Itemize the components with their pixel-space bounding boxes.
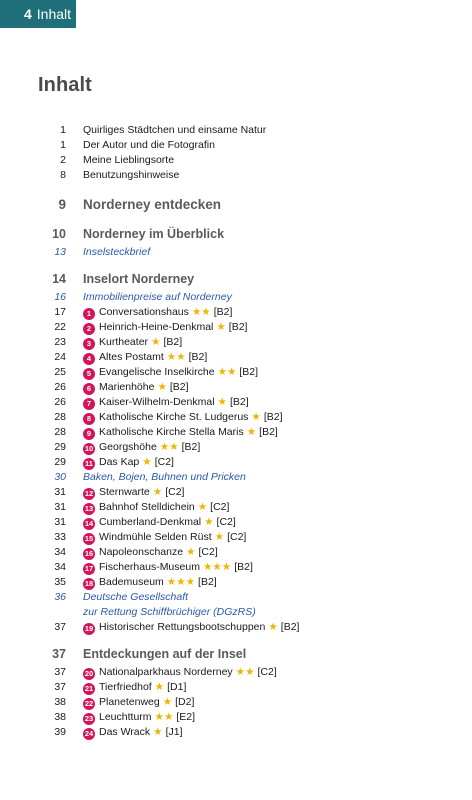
rating-stars-icon: ★ (268, 621, 278, 633)
toc-entry-text (83, 620, 299, 635)
toc-page-number: 28 (54, 411, 66, 423)
toc-title: Nationalparkhaus Norderney (99, 666, 233, 678)
rating-stars-icon: ★ (217, 396, 227, 408)
running-head: Inhalt (36, 6, 72, 22)
toc-entry[interactable] (0, 305, 472, 320)
toc-entry-text (83, 710, 195, 725)
toc-title: Bahnhof Stelldichein (99, 501, 195, 513)
toc-entry-text (83, 440, 200, 455)
sight-number-badge: 14 (84, 519, 94, 528)
rating-stars-icon: ★ (142, 456, 152, 468)
toc-page-number: 38 (54, 696, 66, 708)
sight-number-badge: 10 (84, 444, 94, 453)
toc-entry[interactable] (0, 590, 472, 605)
toc-entry-text (83, 410, 283, 425)
toc-page-number: 1 (60, 124, 66, 136)
toc-page-number: 22 (54, 321, 66, 333)
toc-entry[interactable] (0, 620, 472, 635)
toc-entry-text (83, 455, 174, 470)
toc-title: Benutzungshinweise (83, 169, 180, 181)
toc-entry[interactable] (0, 710, 472, 725)
sight-number-badge: 20 (84, 669, 94, 678)
toc-title: Das Kap (99, 456, 140, 468)
sight-number-badge: 2 (83, 323, 95, 335)
sight-number-badge: 1 (83, 308, 95, 320)
map-grid-ref: [C2] (227, 531, 247, 543)
sight-number-badge: 4 (83, 353, 95, 365)
map-grid-ref: [B2] (239, 366, 259, 378)
toc-entry-text (83, 425, 278, 440)
toc-page-number: 1 (60, 139, 66, 151)
rating-stars-icon: ★ (162, 696, 173, 708)
map-grid-ref: [J1] (165, 726, 183, 738)
toc-entry-text (83, 485, 184, 500)
toc-entry[interactable] (0, 455, 472, 470)
toc-entry[interactable] (0, 335, 472, 350)
rating-stars-icon: ★ (214, 531, 225, 543)
toc-entry[interactable] (0, 395, 472, 410)
toc-entry[interactable] (0, 290, 472, 305)
toc-page-number: 39 (54, 726, 66, 738)
rating-stars-icon: ★ (154, 681, 165, 693)
toc-entry[interactable] (0, 153, 472, 168)
page-title: Inhalt (38, 74, 92, 96)
toc-page-number: 14 (52, 272, 66, 286)
toc-title: Leuchtturm (99, 711, 152, 723)
sight-number-badge: 16 (84, 549, 94, 558)
rating-stars-icon: ★★ (191, 306, 211, 318)
toc-entry-text (83, 272, 194, 287)
toc-entry-text (83, 470, 246, 485)
toc-entry[interactable] (0, 365, 472, 380)
toc-page-number: 37 (54, 621, 66, 633)
toc-entry[interactable] (0, 647, 472, 665)
sight-number-badge: 21 (84, 684, 94, 693)
toc-entry[interactable] (0, 123, 472, 138)
map-grid-ref: [C2] (165, 486, 185, 498)
toc-title: Norderney entdecken (83, 197, 222, 212)
toc-entry-text (83, 153, 174, 168)
toc-page-number: 31 (54, 486, 66, 498)
toc-entry-text (83, 168, 179, 183)
toc-entry-text (83, 365, 258, 380)
sight-number-badge: 11 (83, 458, 95, 470)
toc-entry[interactable] (0, 605, 472, 620)
toc-entry-text (83, 515, 236, 530)
map-grid-ref: [B2] (263, 411, 283, 423)
page-number: 4 (24, 6, 32, 22)
toc-page-number: 34 (54, 561, 66, 573)
toc-title: Quirliges Städtchen und einsame Natur (83, 124, 267, 136)
map-grid-ref: [E2] (176, 711, 196, 723)
toc-entry[interactable] (0, 470, 472, 485)
toc-entry-text (83, 590, 188, 605)
toc-entry[interactable] (0, 380, 472, 395)
map-grid-ref: [B2] (169, 381, 189, 393)
toc-title: Windmühle Selden Rüst (99, 531, 212, 543)
toc-page-number: 33 (54, 531, 66, 543)
toc-entry-text (83, 395, 249, 410)
toc-entry-text (83, 350, 207, 365)
sight-number-badge: 15 (84, 534, 94, 543)
toc-entry-text (83, 695, 194, 710)
toc-title: Entdeckungen auf der Insel (83, 647, 247, 661)
toc-title: Planetenweg (99, 696, 160, 708)
rating-stars-icon: ★ (157, 381, 167, 393)
toc-entry-text (83, 680, 186, 695)
toc-entry[interactable] (0, 410, 472, 425)
toc-entry[interactable] (0, 500, 472, 515)
map-grid-ref: [C2] (257, 666, 277, 678)
rating-stars-icon: ★ (216, 321, 226, 333)
rating-stars-icon: ★ (153, 726, 163, 738)
map-grid-ref: [C2] (210, 501, 230, 513)
toc-entry[interactable] (0, 665, 472, 680)
toc-entry-text (83, 380, 189, 395)
toc-page-number: 36 (54, 591, 66, 603)
toc-entry-text (83, 197, 221, 212)
toc-title: Das Wrack (99, 726, 151, 738)
toc-page-number: 37 (54, 666, 66, 678)
toc-entry-text (83, 665, 277, 680)
toc-title: Immobilienpreise auf Norderney (83, 291, 232, 303)
map-grid-ref: [C2] (198, 546, 218, 558)
toc-title: Tierfriedhof (99, 681, 152, 693)
toc-entry-text (83, 647, 246, 662)
toc-page-number: 26 (54, 396, 66, 408)
toc-page-number: 29 (54, 441, 66, 453)
toc-page-number: 13 (54, 246, 66, 258)
toc-title: Cumberland-Denkmal (99, 516, 202, 528)
toc-title: Kurtheater (99, 336, 149, 348)
toc-entry-text (83, 575, 217, 590)
toc-entry[interactable] (0, 545, 472, 560)
toc-title: Georgshöhe (99, 441, 157, 453)
toc-entry[interactable] (0, 485, 472, 500)
rating-stars-icon: ★ (152, 486, 163, 498)
toc-title: Der Autor und die Fotografin (83, 139, 215, 151)
sight-number-badge: 8 (83, 413, 95, 425)
toc-title: Norderney im Überblick (83, 227, 225, 241)
toc-entry[interactable] (0, 530, 472, 545)
map-grid-ref: [B2] (280, 621, 300, 633)
toc-page-number: 2 (60, 154, 66, 166)
sight-number-badge: 12 (84, 489, 94, 498)
toc-entry-text (83, 500, 229, 515)
toc-title: Conversationshaus (99, 306, 189, 318)
sight-number-badge: 9 (83, 428, 95, 440)
map-grid-ref: [B2] (198, 576, 217, 588)
toc-entry-text (83, 560, 253, 575)
rating-stars-icon: ★ (246, 426, 257, 438)
toc-entry[interactable] (0, 138, 472, 153)
toc-entry[interactable] (0, 245, 472, 260)
toc-entry-text (83, 227, 224, 242)
toc-entry[interactable] (0, 227, 472, 245)
map-grid-ref: [B2] (234, 561, 253, 573)
rating-stars-icon: ★ (197, 501, 208, 513)
toc-entry-text (83, 530, 246, 545)
sight-number-badge: 13 (84, 504, 94, 513)
toc-entry[interactable] (0, 575, 472, 590)
toc-entry[interactable] (0, 350, 472, 365)
sight-number-badge: 17 (84, 564, 94, 573)
toc-page-number: 34 (54, 546, 66, 558)
toc-title: Altes Postamt (99, 351, 164, 363)
toc-entry[interactable] (0, 272, 472, 290)
toc-page-number: 30 (54, 471, 66, 483)
toc-page-number: 9 (58, 197, 66, 212)
toc-entry[interactable] (0, 695, 472, 710)
toc-entry[interactable] (0, 168, 472, 183)
rating-stars-icon: ★ (204, 516, 214, 528)
map-grid-ref: [D1] (167, 681, 187, 693)
rating-stars-icon: ★ (151, 336, 161, 348)
toc-page-number: 16 (54, 291, 66, 303)
rating-stars-icon: ★★ (154, 711, 174, 723)
toc-page-number: 24 (54, 351, 66, 363)
toc-entry-text (83, 725, 183, 740)
map-grid-ref: [D2] (175, 696, 195, 708)
toc-title: Napoleonschanze (99, 546, 184, 558)
toc-entry-text (83, 320, 247, 335)
toc-page-number: 8 (60, 169, 66, 181)
toc-entry-text (83, 335, 182, 350)
toc-entry-text (83, 245, 150, 260)
rating-stars-icon: ★★ (166, 351, 186, 363)
map-grid-ref: [B2] (213, 306, 233, 318)
toc-title: Fischerhaus-Museum (99, 561, 200, 573)
toc-entry-text (83, 305, 232, 320)
toc-page-number: 37 (54, 681, 66, 693)
sight-number-badge: 7 (83, 398, 95, 410)
toc-entry-text (83, 290, 232, 305)
toc-title: Kaiser-Wilhelm-Denkmal (99, 396, 215, 408)
sight-number-badge: 5 (83, 368, 95, 380)
toc-entry[interactable] (0, 197, 472, 217)
toc-title: Deutsche Gesellschaft (83, 591, 189, 603)
toc-entry[interactable] (0, 425, 472, 440)
sight-number-badge: 19 (84, 624, 94, 633)
toc-entry-text (83, 123, 266, 138)
map-grid-ref: [B2] (188, 351, 208, 363)
toc-entry-text (83, 605, 256, 620)
toc-title: Evangelische Inselkirche (99, 366, 215, 378)
rating-stars-icon: ★★★ (166, 576, 196, 588)
map-grid-ref: [B2] (229, 396, 249, 408)
toc-page-number: 35 (54, 576, 66, 588)
toc-page-number: 26 (54, 381, 66, 393)
sight-number-badge: 24 (84, 729, 94, 738)
page-tab (0, 0, 76, 28)
toc-page-number: 38 (54, 711, 66, 723)
map-grid-ref: [C2] (216, 516, 236, 528)
rating-stars-icon: ★★ (159, 441, 179, 453)
sight-number-badge: 23 (84, 714, 94, 723)
toc-title: Inselsteckbrief (83, 246, 151, 258)
toc-page-number: 28 (54, 426, 66, 438)
toc-entry[interactable] (0, 725, 472, 740)
toc-page-number: 37 (52, 647, 66, 661)
toc-title: Meine Lieblingsorte (83, 154, 175, 166)
map-grid-ref: [B2] (163, 336, 183, 348)
toc-title: Marienhöhe (99, 381, 155, 393)
toc-page-number: 31 (54, 516, 66, 528)
rating-stars-icon: ★★ (217, 366, 237, 378)
toc-entry[interactable] (0, 680, 472, 695)
toc-page-number: 25 (54, 366, 66, 378)
toc-entry[interactable] (0, 560, 472, 575)
toc-title: zur Rettung Schiffbrüchiger (DGzRS) (83, 606, 256, 618)
toc-entry[interactable] (0, 320, 472, 335)
map-grid-ref: [B2] (259, 426, 278, 438)
sight-number-badge: 3 (83, 338, 95, 350)
map-grid-ref: [C2] (154, 456, 174, 468)
sight-number-badge: 6 (83, 383, 95, 395)
toc-entry-text (83, 545, 218, 560)
toc-title: Historischer Rettungsbootschuppen (99, 621, 266, 633)
rating-stars-icon: ★ (251, 411, 261, 423)
toc-title: Katholische Kirche Stella Maris (99, 426, 244, 438)
rating-stars-icon: ★★★ (202, 561, 232, 573)
map-grid-ref: [B2] (181, 441, 201, 453)
toc-page-number: 10 (52, 227, 66, 241)
toc-entry[interactable] (0, 515, 472, 530)
toc-title: Heinrich-Heine-Denkmal (99, 321, 214, 333)
toc-page-number: 17 (54, 306, 66, 318)
toc-entry[interactable] (0, 440, 472, 455)
toc-entry-text (83, 138, 215, 153)
toc-title: Katholische Kirche St. Ludgerus (99, 411, 249, 423)
toc-title: Bademuseum (99, 576, 164, 588)
rating-stars-icon: ★ (186, 546, 196, 558)
toc-page-number: 29 (54, 456, 66, 468)
table-of-contents (0, 123, 472, 740)
toc-title: Inselort Norderney (83, 272, 195, 286)
sight-number-badge: 22 (84, 699, 94, 708)
toc-title: Baken, Bojen, Buhnen und Pricken (83, 471, 246, 483)
map-grid-ref: [B2] (228, 321, 248, 333)
rating-stars-icon: ★★ (235, 666, 255, 678)
toc-page-number: 31 (54, 501, 66, 513)
sight-number-badge: 18 (84, 579, 94, 588)
toc-title: Sternwarte (99, 486, 150, 498)
toc-page-number: 23 (54, 336, 66, 348)
